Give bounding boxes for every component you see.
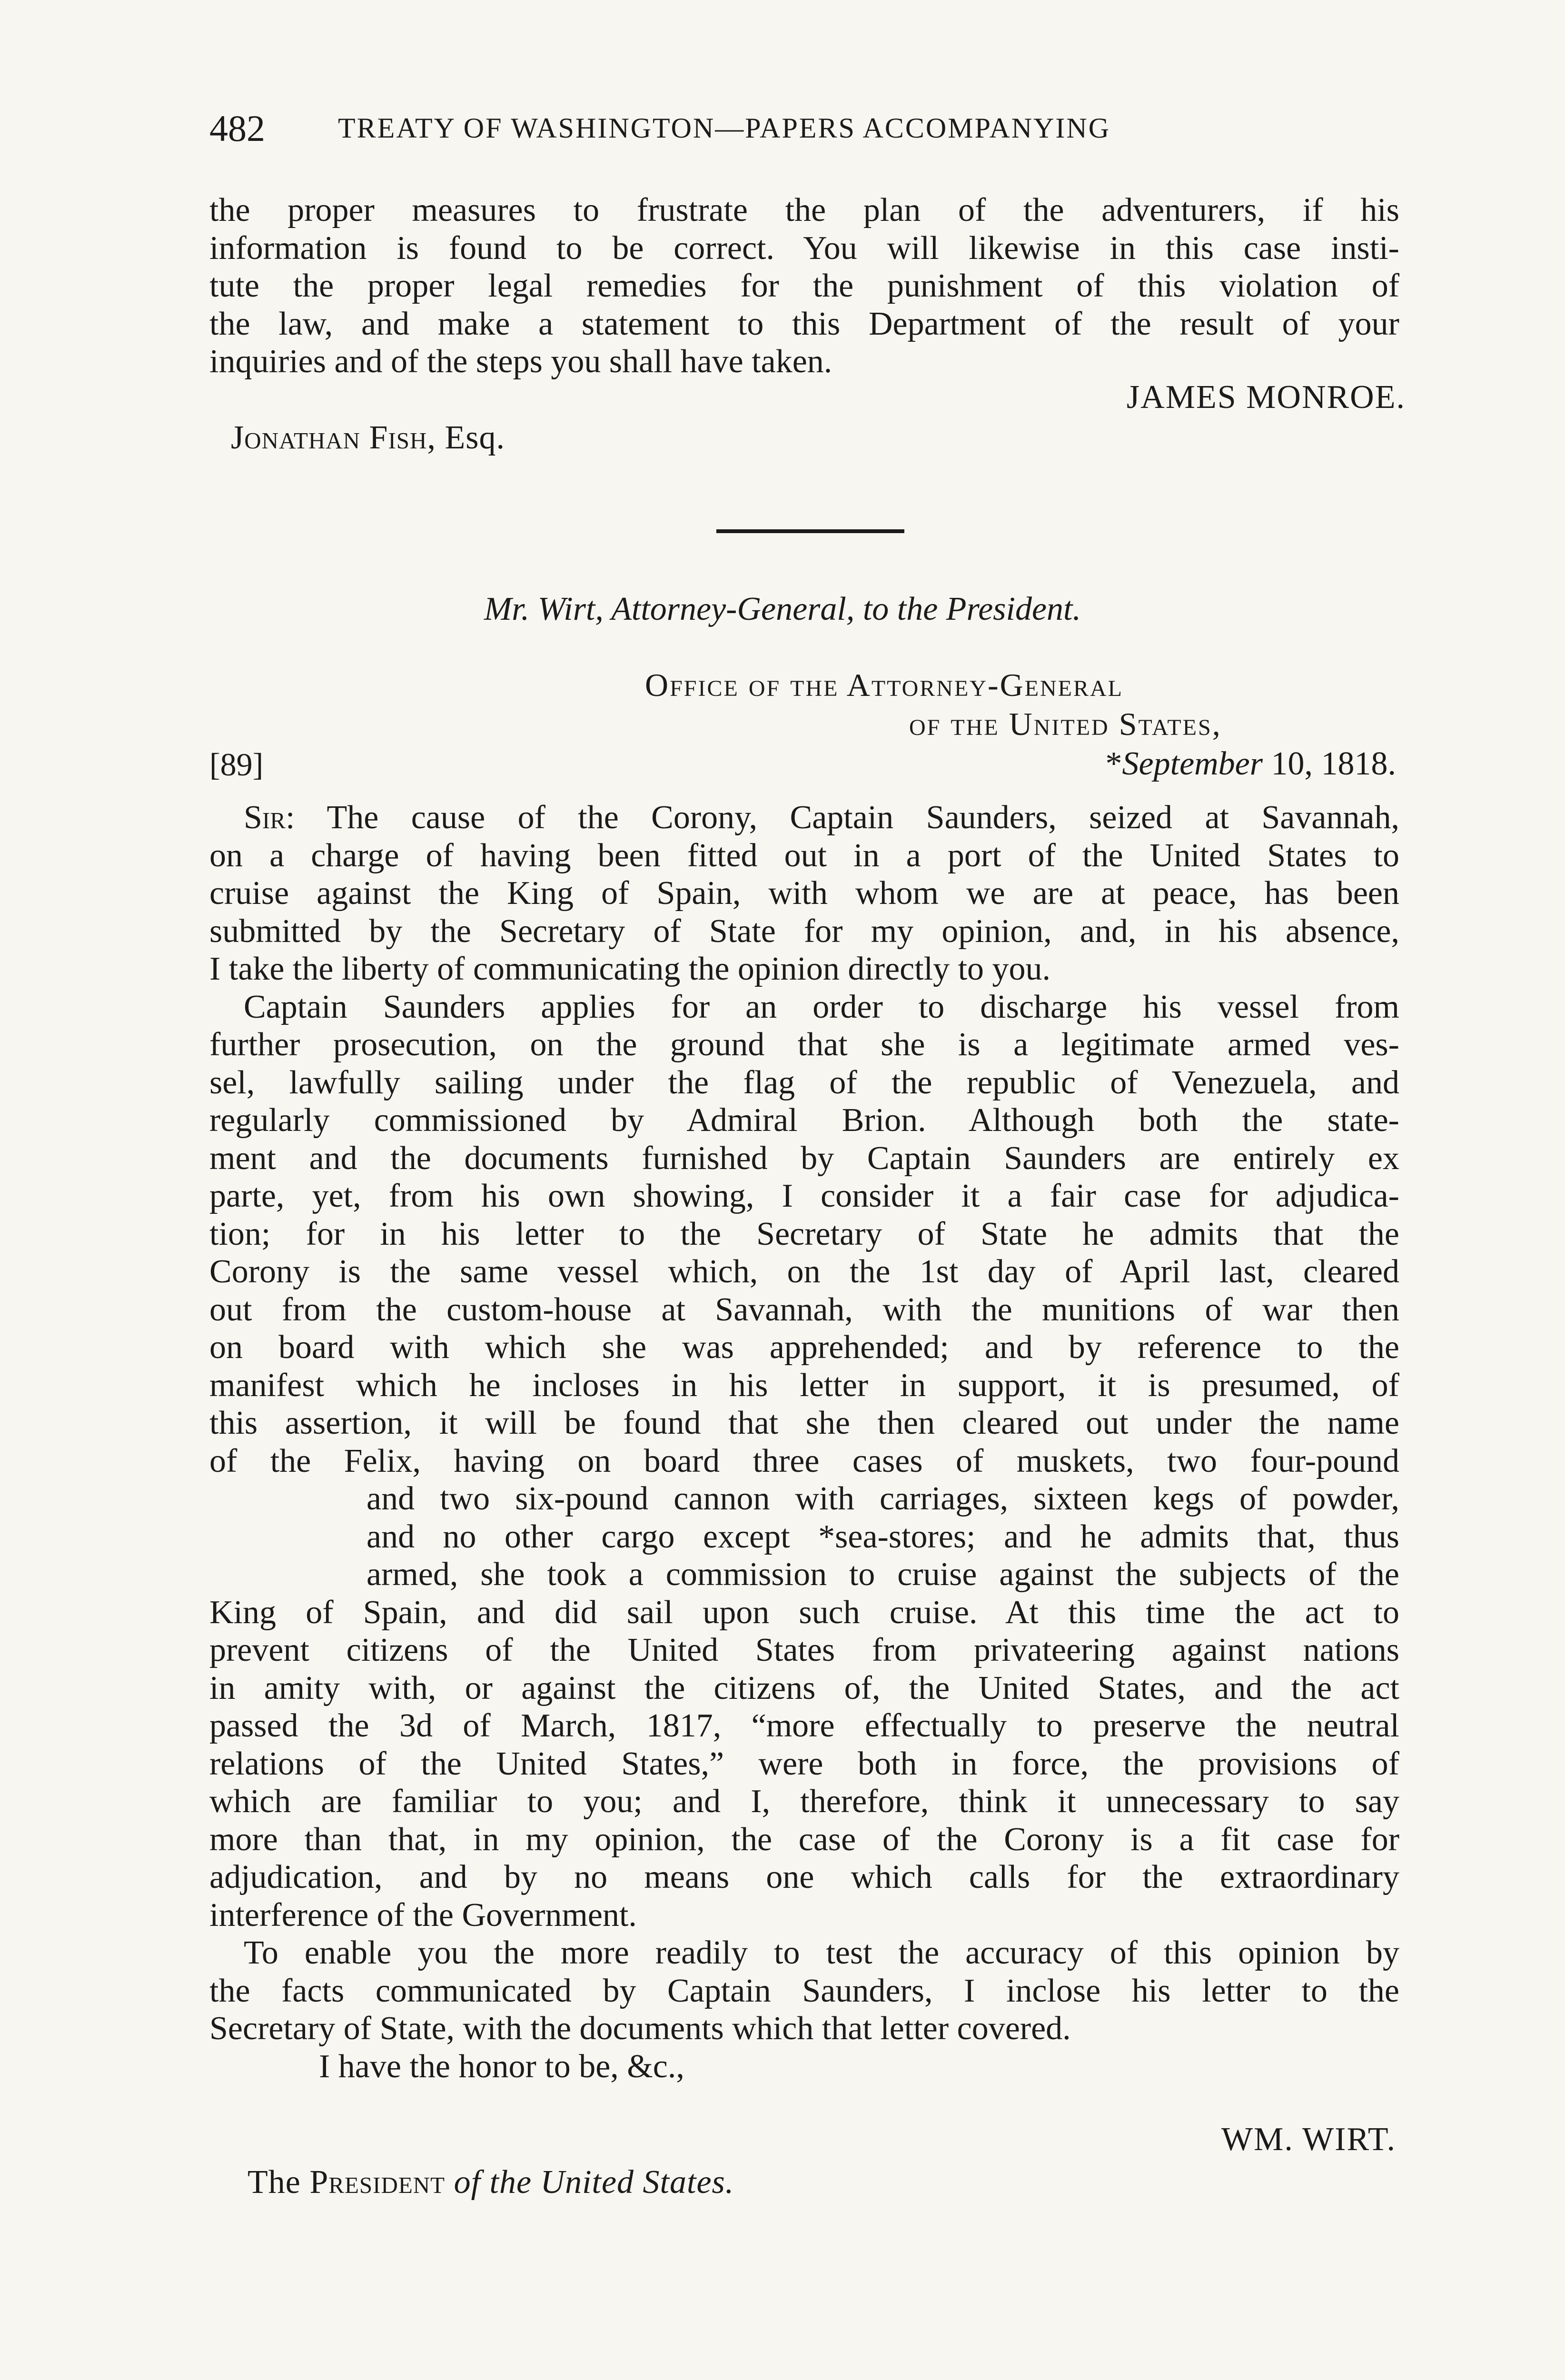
text-line: the law, and make a statement to this Department of the result of your <box>209 305 1399 342</box>
text-line: cruise against the King of Spain, with whom we are at peace, has been <box>209 875 1399 912</box>
text-line: in amity with, or against the citizens of, the United States, and the act <box>209 1669 1399 1706</box>
text-line: Secretary of State, with the documents which that letter covered. <box>209 2010 1071 2047</box>
text-line: out from the custom-house at Savannah, with the munitions of war then <box>209 1291 1399 1328</box>
text-line: parte, yet, from his own showing, I consider it a fair case for adjudica- <box>209 1178 1399 1214</box>
section-divider <box>716 529 904 533</box>
text-line: submitted by the Secretary of State for my opinion, and, in his absence, <box>209 912 1399 950</box>
text-line: Corony is the same vessel which, on the 1st day of April last, cleared <box>209 1253 1399 1290</box>
text-line: manifest which he incloses in his letter in support, it is presumed, of <box>209 1367 1399 1404</box>
text-line: and no other cargo except *sea-stores; and he admits that, thus <box>366 1518 1399 1555</box>
date-month: September <box>1122 745 1263 782</box>
letter2-title: Mr. Wirt, Attorney-General, to the President. <box>484 591 1081 627</box>
letter1-body <box>209 191 1399 381</box>
signature-wirt: WM. WIRT. <box>1221 2121 1396 2158</box>
text-line: this assertion, it will be found that she then cleared out under the name <box>209 1405 1399 1441</box>
margin-ref-89: [89] <box>209 746 264 783</box>
page-number: 482 <box>209 108 265 149</box>
text-line: I take the liberty of communicating the opinion directly to you. <box>209 951 1051 987</box>
date-asterisk: * <box>1105 745 1122 782</box>
text-line: information is found to be correct. You will likewise in this case insti- <box>209 229 1399 267</box>
text-line: King of Spain, and did sail upon such cruise. At this time the act to <box>209 1594 1399 1631</box>
addressee-fish <box>231 419 505 457</box>
text-line: further prosecution, on the ground that she is a legitimate armed ves- <box>209 1026 1399 1063</box>
date-day-year: 10, 1818. <box>1263 745 1396 782</box>
text-line: of the Felix, having on board three cases of muskets, two four-pound <box>209 1442 1399 1479</box>
text-line: more than that, in my opinion, the case of the Corony is a fit case for <box>209 1821 1399 1858</box>
office-line-2: of the United States, <box>909 706 1222 742</box>
office-line-1: Office of the Attorney-General <box>645 667 1123 703</box>
text-line: on a charge of having been fitted out in a port of the United States to <box>209 837 1399 874</box>
addressee-president: The President of the United States. <box>248 2164 734 2201</box>
text-line: tion; for in his letter to the Secretary of State he admits that the <box>209 1215 1399 1252</box>
addressee-name: Jonathan Fish <box>231 419 427 456</box>
text-line: and two six-pound cannon with carriages, sixteen kegs of powder, <box>366 1480 1399 1517</box>
addressee-title: President <box>309 2164 446 2201</box>
closing-line: I have the honor to be, &c., <box>319 2048 684 2085</box>
text-line: passed the 3d of March, 1817, “more effectually to preserve the neutral <box>209 1707 1399 1744</box>
running-head: TREATY OF WASHINGTON—PAPERS ACCOMPANYING <box>338 112 1111 144</box>
text-line: Sir: The cause of the Corony, Captain Saunders, seized at Savannah, <box>244 799 1399 836</box>
salutation: Sir <box>244 799 286 836</box>
letter2-body <box>209 799 1399 2085</box>
text-line: ment and the documents furnished by Captain Saunders are entirely ex <box>209 1140 1399 1177</box>
letter-date <box>1106 745 1396 783</box>
text-line: interference of the Government. <box>209 1896 637 1934</box>
text-line: the facts communicated by Captain Saunders, I inclose his letter to the <box>209 1972 1399 2009</box>
addressee-suffix: , Esq. <box>427 419 505 456</box>
text-line: regularly commissioned by Admiral Brion. Although both the state- <box>209 1102 1399 1139</box>
text-line: which are familiar to you; and I, therefore, think it unnecessary to say <box>209 1783 1399 1820</box>
text-line: relations of the United States,” were both in force, the provisions of <box>209 1745 1399 1782</box>
text-line: inquiries and of the steps you shall have taken. <box>209 343 832 380</box>
text-line: adjudication, and by no means one which calls for the extraordinary <box>209 1859 1399 1895</box>
text-line: sel, lawfully sailing under the flag of the republic of Venezuela, and <box>209 1064 1399 1101</box>
text-line: the proper measures to frustrate the plan of the adventurers, if his <box>209 192 1399 228</box>
text-line: armed, she took a commission to cruise against the subjects of the <box>366 1556 1399 1593</box>
text-line: Captain Saunders applies for an order to discharge his vessel from <box>244 988 1399 1025</box>
signature-monroe: JAMES MONROE. <box>1126 379 1406 416</box>
text-line: tute the proper legal remedies for the punishment of this violation of <box>209 268 1399 304</box>
text-line: on board with which she was apprehended; and by reference to the <box>209 1329 1399 1366</box>
addressee-rest: of the United States. <box>445 2164 734 2201</box>
text-line: prevent citizens of the United States from privateering against nations <box>209 1632 1399 1668</box>
page-header <box>209 102 1409 155</box>
text-line: To enable you the more readily to test the accuracy of this opinion by <box>244 1934 1399 1971</box>
